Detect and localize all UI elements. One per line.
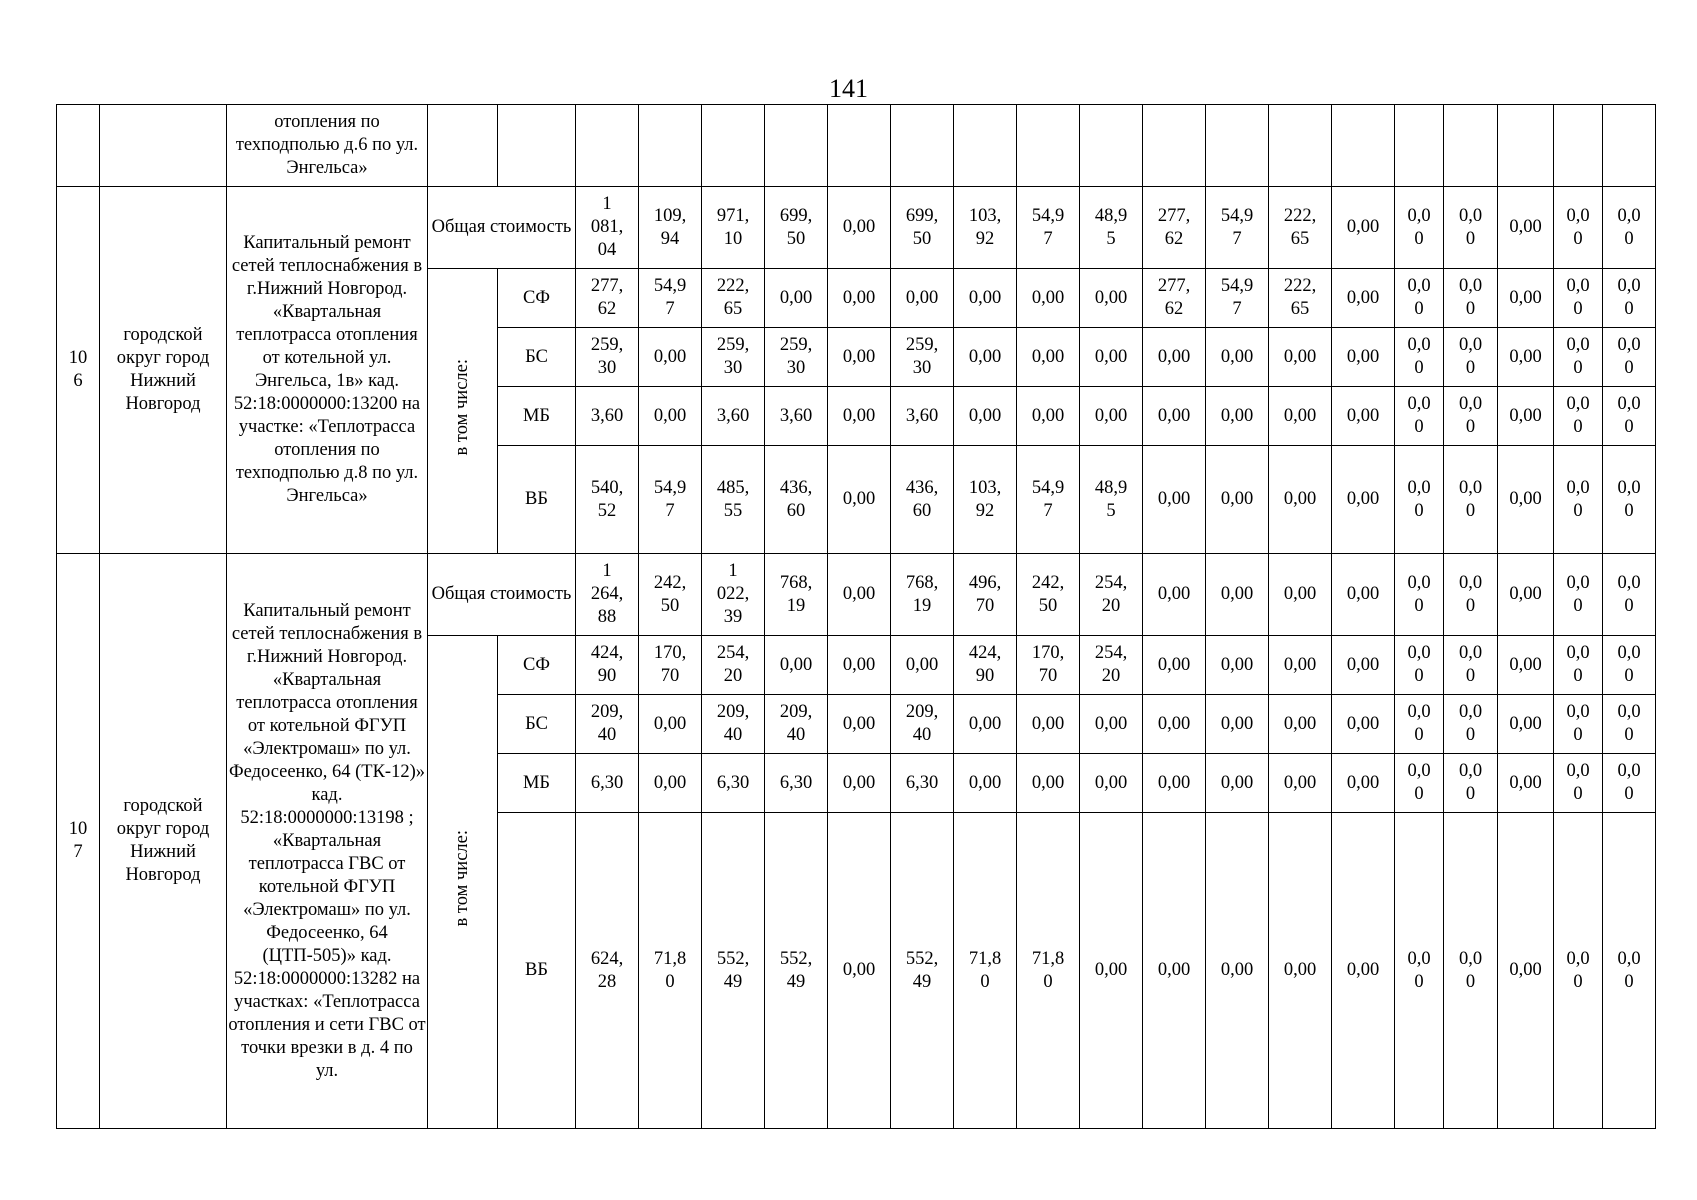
value-cell: 0,0 0 xyxy=(1554,754,1603,813)
value-cell: 0,0 0 xyxy=(1395,754,1444,813)
fund-source-cell: ВБ xyxy=(498,813,576,1129)
value-cell: 624, 28 xyxy=(576,813,639,1129)
value-cell: 0,00 xyxy=(828,554,891,636)
value-cell: 71,8 0 xyxy=(639,813,702,1129)
value-cell: 0,00 xyxy=(1080,387,1143,446)
value-cell: 0,0 0 xyxy=(1395,328,1444,387)
value-cell: 0,00 xyxy=(1498,387,1554,446)
value-cell: 0,0 0 xyxy=(1554,813,1603,1129)
cont-blank-cell xyxy=(1206,105,1269,187)
value-cell: 0,00 xyxy=(954,269,1017,328)
continuation-row xyxy=(57,105,1656,187)
value-cell: 0,0 0 xyxy=(1444,754,1498,813)
value-cell: 3,60 xyxy=(891,387,954,446)
value-cell: 170, 70 xyxy=(1017,636,1080,695)
value-cell: 0,00 xyxy=(1332,813,1395,1129)
cont-no-cell xyxy=(57,105,100,187)
value-cell: 0,00 xyxy=(1143,328,1206,387)
value-cell: 0,00 xyxy=(1206,554,1269,636)
value-cell: 0,00 xyxy=(828,636,891,695)
value-cell: 0,0 0 xyxy=(1554,446,1603,554)
value-cell: 0,00 xyxy=(828,754,891,813)
value-cell: 6,30 xyxy=(576,754,639,813)
value-cell: 768, 19 xyxy=(765,554,828,636)
value-cell: 3,60 xyxy=(576,387,639,446)
value-cell: 485, 55 xyxy=(702,446,765,554)
value-cell: 1 022, 39 xyxy=(702,554,765,636)
value-cell: 54,9 7 xyxy=(1017,446,1080,554)
value-cell: 0,00 xyxy=(828,387,891,446)
value-cell: 1 081, 04 xyxy=(576,187,639,269)
value-cell: 0,00 xyxy=(1206,387,1269,446)
value-cell: 552, 49 xyxy=(765,813,828,1129)
value-cell: 254, 20 xyxy=(1080,554,1143,636)
value-cell: 540, 52 xyxy=(576,446,639,554)
value-cell: 6,30 xyxy=(765,754,828,813)
value-cell: 0,0 0 xyxy=(1603,754,1656,813)
fund-source-cell: БС xyxy=(498,328,576,387)
value-cell: 0,00 xyxy=(1498,446,1554,554)
cont-blank-cell xyxy=(954,105,1017,187)
value-cell: 0,00 xyxy=(1332,554,1395,636)
value-cell: 0,00 xyxy=(1332,328,1395,387)
value-cell: 0,0 0 xyxy=(1554,387,1603,446)
value-cell: 277, 62 xyxy=(576,269,639,328)
value-cell: 0,00 xyxy=(828,328,891,387)
value-cell: 0,00 xyxy=(1017,269,1080,328)
entry-total-row xyxy=(57,187,1656,269)
value-cell: 0,0 0 xyxy=(1603,813,1656,1129)
value-cell: 0,0 0 xyxy=(1554,328,1603,387)
value-cell: 54,9 7 xyxy=(639,269,702,328)
value-cell: 768, 19 xyxy=(891,554,954,636)
value-cell: 0,00 xyxy=(891,269,954,328)
value-cell: 0,0 0 xyxy=(1444,695,1498,754)
value-cell: 0,00 xyxy=(1080,813,1143,1129)
value-cell: 0,0 0 xyxy=(1603,554,1656,636)
value-cell: 3,60 xyxy=(702,387,765,446)
cont-blank-cell xyxy=(1143,105,1206,187)
value-cell: 0,0 0 xyxy=(1444,387,1498,446)
value-cell: 0,00 xyxy=(1017,387,1080,446)
value-cell: 54,9 7 xyxy=(1206,269,1269,328)
entry-number-cell: 10 7 xyxy=(57,554,100,1129)
value-cell: 254, 20 xyxy=(702,636,765,695)
value-cell: 0,00 xyxy=(1498,754,1554,813)
value-cell: 0,00 xyxy=(639,387,702,446)
value-cell: 0,0 0 xyxy=(1554,187,1603,269)
fund-source-cell: СФ xyxy=(498,636,576,695)
territory-cell: городской округ город Нижний Новгород xyxy=(100,187,227,554)
budget-table xyxy=(56,104,1656,1129)
value-cell: 699, 50 xyxy=(891,187,954,269)
entry-total-row xyxy=(57,554,1656,636)
value-cell: 0,00 xyxy=(1269,446,1332,554)
value-cell: 71,8 0 xyxy=(954,813,1017,1129)
value-cell: 0,00 xyxy=(1017,328,1080,387)
value-cell: 109, 94 xyxy=(639,187,702,269)
value-cell: 259, 30 xyxy=(576,328,639,387)
value-cell: 48,9 5 xyxy=(1080,446,1143,554)
cont-blank-cell xyxy=(576,105,639,187)
value-cell: 424, 90 xyxy=(954,636,1017,695)
page-number: 141 xyxy=(829,74,868,103)
cont-blank-cell xyxy=(498,105,576,187)
cont-blank-cell xyxy=(1269,105,1332,187)
value-cell: 0,0 0 xyxy=(1395,636,1444,695)
value-cell: 0,00 xyxy=(1332,387,1395,446)
cont-blank-cell xyxy=(639,105,702,187)
value-cell: 0,00 xyxy=(1017,754,1080,813)
value-cell: 3,60 xyxy=(765,387,828,446)
value-cell: 209, 40 xyxy=(702,695,765,754)
value-cell: 424, 90 xyxy=(576,636,639,695)
value-cell: 0,00 xyxy=(1498,269,1554,328)
value-cell: 222, 65 xyxy=(1269,269,1332,328)
value-cell: 54,9 7 xyxy=(1206,187,1269,269)
value-cell: 0,0 0 xyxy=(1603,636,1656,695)
value-cell: 0,00 xyxy=(765,269,828,328)
cont-territory-cell xyxy=(100,105,227,187)
cont-blank-cell xyxy=(1395,105,1444,187)
value-cell: 54,9 7 xyxy=(1017,187,1080,269)
value-cell: 71,8 0 xyxy=(1017,813,1080,1129)
value-cell: 0,0 0 xyxy=(1554,554,1603,636)
value-cell: 0,00 xyxy=(1332,269,1395,328)
value-cell: 0,0 0 xyxy=(1395,554,1444,636)
value-cell: 0,0 0 xyxy=(1603,387,1656,446)
value-cell: 0,0 0 xyxy=(1444,446,1498,554)
value-cell: 436, 60 xyxy=(891,446,954,554)
value-cell: 0,00 xyxy=(1269,754,1332,813)
value-cell: 242, 50 xyxy=(639,554,702,636)
cont-blank-cell xyxy=(1332,105,1395,187)
value-cell: 0,00 xyxy=(828,187,891,269)
value-cell: 277, 62 xyxy=(1143,269,1206,328)
value-cell: 222, 65 xyxy=(702,269,765,328)
value-cell: 209, 40 xyxy=(891,695,954,754)
value-cell: 0,00 xyxy=(1080,695,1143,754)
value-cell: 0,00 xyxy=(1080,754,1143,813)
territory-cell: городской округ город Нижний Новгород xyxy=(100,554,227,1129)
value-cell: 0,0 0 xyxy=(1444,813,1498,1129)
value-cell: 0,00 xyxy=(639,695,702,754)
value-cell: 0,00 xyxy=(954,695,1017,754)
value-cell: 0,00 xyxy=(1269,554,1332,636)
value-cell: 0,0 0 xyxy=(1554,269,1603,328)
value-cell: 254, 20 xyxy=(1080,636,1143,695)
entry-number-cell: 10 6 xyxy=(57,187,100,554)
value-cell: 0,0 0 xyxy=(1444,636,1498,695)
value-cell: 0,00 xyxy=(1498,328,1554,387)
value-cell: 0,00 xyxy=(1143,387,1206,446)
value-cell: 0,00 xyxy=(1080,269,1143,328)
value-cell: 0,00 xyxy=(1206,695,1269,754)
value-cell: 6,30 xyxy=(891,754,954,813)
value-cell: 0,0 0 xyxy=(1395,269,1444,328)
value-cell: 0,00 xyxy=(1498,554,1554,636)
value-cell: 0,0 0 xyxy=(1603,269,1656,328)
including-label-cell xyxy=(428,636,498,1129)
value-cell: 0,00 xyxy=(1498,813,1554,1129)
value-cell: 0,0 0 xyxy=(1444,554,1498,636)
value-cell: 552, 49 xyxy=(702,813,765,1129)
value-cell: 0,00 xyxy=(1206,754,1269,813)
value-cell: 0,00 xyxy=(639,754,702,813)
value-cell: 699, 50 xyxy=(765,187,828,269)
value-cell: 0,00 xyxy=(828,695,891,754)
value-cell: 259, 30 xyxy=(702,328,765,387)
including-label-cell xyxy=(428,269,498,554)
value-cell: 0,00 xyxy=(828,813,891,1129)
value-cell: 0,00 xyxy=(1143,754,1206,813)
value-cell: 0,0 0 xyxy=(1395,187,1444,269)
value-cell: 0,0 0 xyxy=(1444,187,1498,269)
fund-source-cell: ВБ xyxy=(498,446,576,554)
value-cell: 0,00 xyxy=(1017,695,1080,754)
cont-blank-cell xyxy=(828,105,891,187)
value-cell: 0,00 xyxy=(1143,813,1206,1129)
fund-source-cell: МБ xyxy=(498,754,576,813)
cont-description-cell: отопления по техподполью д.6 по ул. Энгельса» xyxy=(227,105,428,187)
value-cell: 54,9 7 xyxy=(639,446,702,554)
value-cell: 496, 70 xyxy=(954,554,1017,636)
value-cell: 0,00 xyxy=(1269,387,1332,446)
value-cell: 277, 62 xyxy=(1143,187,1206,269)
value-cell: 0,00 xyxy=(1332,187,1395,269)
value-cell: 0,00 xyxy=(1206,813,1269,1129)
description-cell: Капитальный ремонт сетей теплоснабжения в г.Нижний Новгород. «Квартальная теплотрасса отопления от котельной ул. Энгельса, 1в» кад. 52:18:0000000:13200 на участке: «Теплотрасса отопления по техподполью д.8 по ул. Энгельса» xyxy=(227,187,428,554)
value-cell: 552, 49 xyxy=(891,813,954,1129)
value-cell: 0,00 xyxy=(1143,554,1206,636)
value-cell: 0,00 xyxy=(1332,446,1395,554)
value-cell: 0,0 0 xyxy=(1395,387,1444,446)
value-cell: 0,00 xyxy=(639,328,702,387)
fund-source-cell: СФ xyxy=(498,269,576,328)
value-cell: 0,00 xyxy=(1332,754,1395,813)
value-cell: 0,0 0 xyxy=(1444,328,1498,387)
cont-blank-cell xyxy=(428,105,498,187)
fund-source-cell: МБ xyxy=(498,387,576,446)
value-cell: 6,30 xyxy=(702,754,765,813)
value-cell: 0,0 0 xyxy=(1603,695,1656,754)
value-cell: 0,00 xyxy=(1498,695,1554,754)
value-cell: 0,0 0 xyxy=(1554,695,1603,754)
value-cell: 436, 60 xyxy=(765,446,828,554)
value-cell: 0,0 0 xyxy=(1395,446,1444,554)
value-cell: 209, 40 xyxy=(576,695,639,754)
value-cell: 1 264, 88 xyxy=(576,554,639,636)
description-cell: Капитальный ремонт сетей теплоснабжения в г.Нижний Новгород. «Квартальная теплотрасса отопления от котельной ФГУП «Электромаш» по ул. Федосеенко, 64 (ТК-12)» кад. 52:18:0000000:13198 ; «Квартальная теплотрасса ГВС от котельной ФГУП «Электромаш» по ул. Федосеенко, 64 (ЦТП-505)» кад. 52:18:0000000:13282 на участках: «Теплотрасса отопления и сети ГВС от точки врезки в д. 4 по ул. xyxy=(227,554,428,1129)
value-cell: 0,00 xyxy=(1143,446,1206,554)
value-cell: 103, 92 xyxy=(954,446,1017,554)
cont-blank-cell xyxy=(1017,105,1080,187)
value-cell: 0,00 xyxy=(1080,328,1143,387)
value-cell: 0,00 xyxy=(828,446,891,554)
including-label: в том числе: xyxy=(452,830,472,927)
value-cell: 0,00 xyxy=(1332,695,1395,754)
value-cell: 0,00 xyxy=(1269,695,1332,754)
cont-blank-cell xyxy=(1080,105,1143,187)
cont-blank-cell xyxy=(1444,105,1498,187)
value-cell: 259, 30 xyxy=(891,328,954,387)
value-cell: 0,00 xyxy=(1206,636,1269,695)
cont-blank-cell xyxy=(765,105,828,187)
value-cell: 0,00 xyxy=(1206,328,1269,387)
value-cell: 0,00 xyxy=(891,636,954,695)
value-cell: 0,00 xyxy=(954,328,1017,387)
value-cell: 103, 92 xyxy=(954,187,1017,269)
including-label: в том числе: xyxy=(452,359,472,456)
value-cell: 0,00 xyxy=(1206,446,1269,554)
value-cell: 0,00 xyxy=(1269,636,1332,695)
value-cell: 0,0 0 xyxy=(1554,636,1603,695)
value-cell: 209, 40 xyxy=(765,695,828,754)
cont-blank-cell xyxy=(702,105,765,187)
value-cell: 0,00 xyxy=(1269,328,1332,387)
value-cell: 0,0 0 xyxy=(1603,446,1656,554)
cont-blank-cell xyxy=(891,105,954,187)
value-cell: 0,00 xyxy=(954,754,1017,813)
value-cell: 0,0 0 xyxy=(1603,328,1656,387)
value-cell: 0,00 xyxy=(828,269,891,328)
total-cost-label: Общая стоимость xyxy=(428,187,576,269)
value-cell: 259, 30 xyxy=(765,328,828,387)
value-cell: 242, 50 xyxy=(1017,554,1080,636)
value-cell: 0,00 xyxy=(1498,636,1554,695)
value-cell: 170, 70 xyxy=(639,636,702,695)
value-cell: 0,00 xyxy=(1269,813,1332,1129)
value-cell: 0,00 xyxy=(1143,695,1206,754)
value-cell: 0,00 xyxy=(1332,636,1395,695)
value-cell: 0,0 0 xyxy=(1395,813,1444,1129)
value-cell: 0,0 0 xyxy=(1444,269,1498,328)
value-cell: 48,9 5 xyxy=(1080,187,1143,269)
total-cost-label: Общая стоимость xyxy=(428,554,576,636)
value-cell: 0,0 0 xyxy=(1395,695,1444,754)
value-cell: 0,0 0 xyxy=(1603,187,1656,269)
value-cell: 0,00 xyxy=(954,387,1017,446)
value-cell: 971, 10 xyxy=(702,187,765,269)
value-cell: 0,00 xyxy=(765,636,828,695)
cont-blank-cell xyxy=(1603,105,1656,187)
value-cell: 222, 65 xyxy=(1269,187,1332,269)
value-cell: 0,00 xyxy=(1498,187,1554,269)
fund-source-cell: БС xyxy=(498,695,576,754)
cont-blank-cell xyxy=(1498,105,1554,187)
value-cell: 0,00 xyxy=(1143,636,1206,695)
cont-blank-cell xyxy=(1554,105,1603,187)
